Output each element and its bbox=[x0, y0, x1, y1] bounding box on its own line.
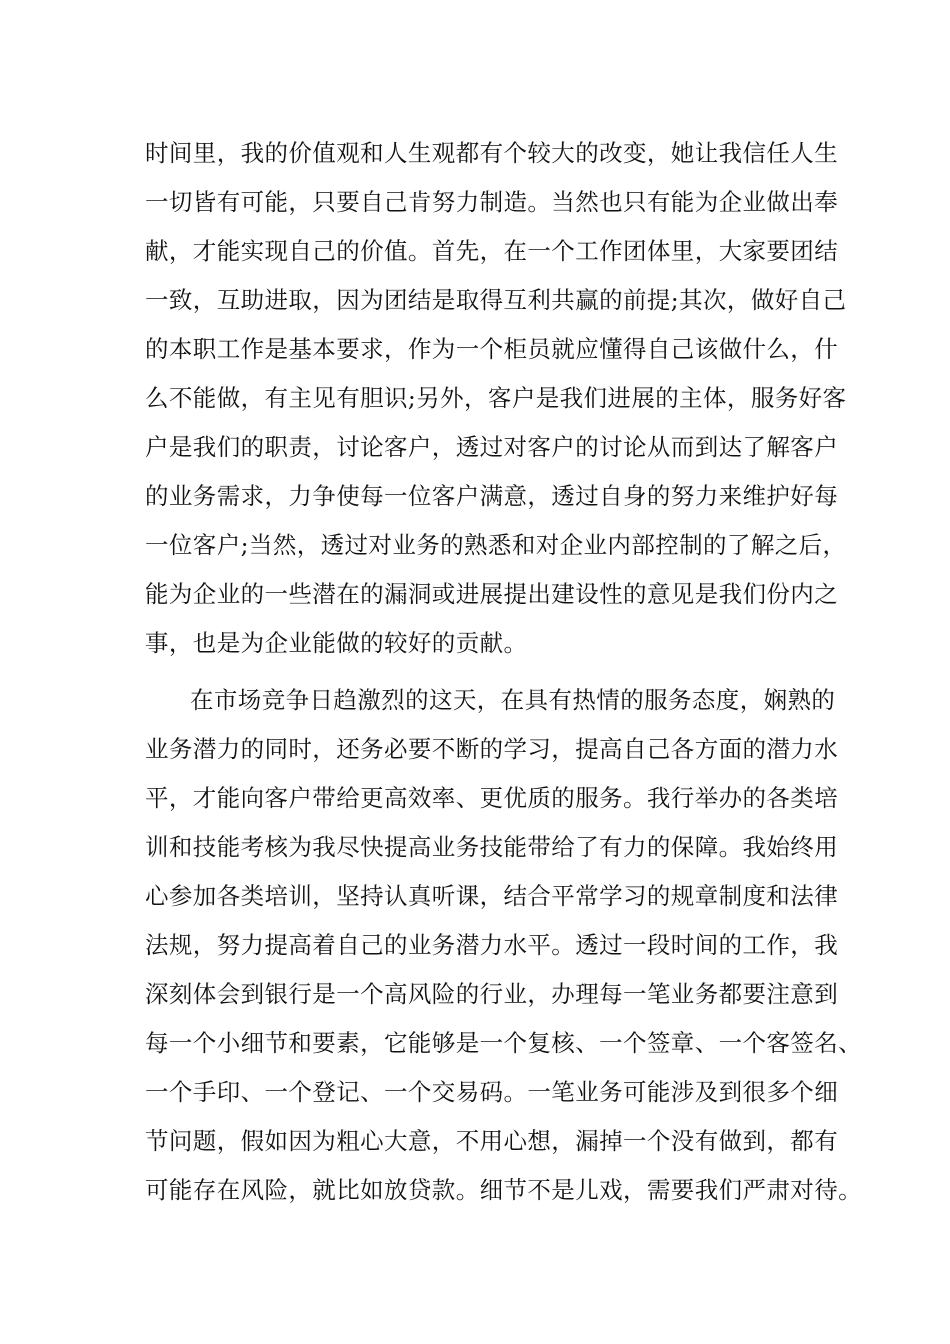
text-line: 平，才能向客户带给更高效率、更优质的服务。我行举办的各类培 bbox=[145, 784, 839, 812]
text-line: 每一个小细节和要素，它能够是一个复核、一个签章、一个客签名、 bbox=[145, 1029, 862, 1057]
text-line: 业务潜力的同时，还务必要不断的学习，提高自己各方面的潜力水 bbox=[145, 735, 839, 763]
text-line: 时间里，我的价值观和人生观都有个较大的改变，她让我信任人生 bbox=[145, 139, 839, 167]
text-line: 事，也是为企业能做的较好的贡献。 bbox=[145, 629, 528, 657]
text-line: 一致，互助进取，因为团结是取得互利共赢的前提;其次，做好自己 bbox=[145, 286, 847, 314]
text-line: 节问题，假如因为粗心大意，不用心想，漏掉一个没有做到，都有 bbox=[145, 1127, 839, 1155]
paragraph-first-line: 在市场竞争日趋激烈的这天，在具有热情的服务态度，娴熟的 bbox=[190, 686, 836, 714]
text-line: 训和技能考核为我尽快提高业务技能带给了有力的保障。我始终用 bbox=[145, 833, 839, 861]
text-line: 可能存在风险，就比如放贷款。细节不是儿戏，需要我们严肃对待。 bbox=[145, 1176, 862, 1204]
text-line: 的业务需求，力争使每一位客户满意，透过自身的努力来维护好每 bbox=[145, 482, 839, 510]
text-line: 一位客户;当然，透过对业务的熟悉和对企业内部控制的了解之后， bbox=[145, 531, 847, 559]
text-line: 一切皆有可能，只要自己肯努力制造。当然也只有能为企业做出奉 bbox=[145, 188, 839, 216]
text-line: 法规，努力提高着自己的业务潜力水平。透过一段时间的工作，我 bbox=[145, 931, 839, 959]
text-line: 的本职工作是基本要求，作为一个柜员就应懂得自己该做什么，什 bbox=[145, 335, 839, 363]
text-line: 心参加各类培训，坚持认真听课，结合平常学习的规章制度和法律 bbox=[145, 882, 839, 910]
text-line: 能为企业的一些潜在的漏洞或进展提出建设性的意见是我们份内之 bbox=[145, 580, 839, 608]
text-line: 一个手印、一个登记、一个交易码。一笔业务可能涉及到很多个细 bbox=[145, 1078, 839, 1106]
text-line: 献，才能实现自己的价值。首先，在一个工作团体里，大家要团结 bbox=[145, 237, 839, 265]
text-line: 户是我们的职责，讨论客户，透过对客户的讨论从而到达了解客户 bbox=[145, 433, 839, 461]
text-line: 么不能做，有主见有胆识;另外，客户是我们进展的主体，服务好客 bbox=[145, 384, 847, 412]
text-line: 深刻体会到银行是一个高风险的行业，办理每一笔业务都要注意到 bbox=[145, 980, 839, 1008]
